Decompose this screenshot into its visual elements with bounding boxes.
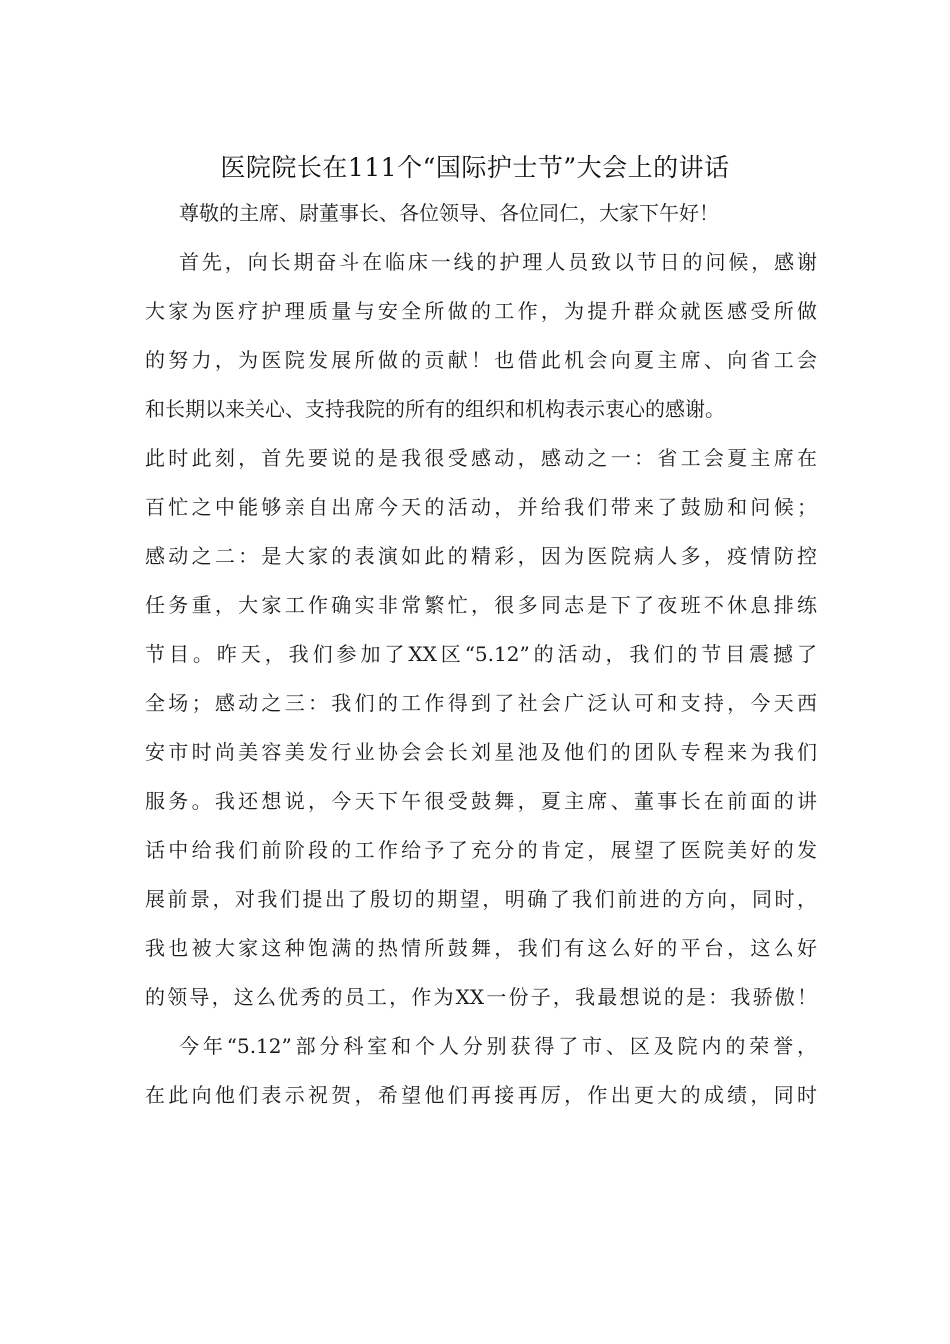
paragraph-line: 全场；感动之三：我们的工作得到了社会广泛认可和支持，今天西 [145,691,817,715]
paragraph-line: 任务重，大家工作确实非常繁忙，很多同志是下了夜班不休息排练 [145,593,817,617]
paragraph-line: 此时此刻，首先要说的是我很受感动，感动之一：省工会夏主席在 [145,446,817,470]
paragraph-line: 和长期以来关心、支持我院的所有的组织和机构表示衷心的感谢。 [145,397,725,421]
paragraph-line: 展前景，对我们提出了殷切的期望，明确了我们前进的方向，同时， [145,887,817,911]
paragraph-line: 在此向他们表示祝贺，希望他们再接再厉，作出更大的成绩，同时 [145,1083,817,1107]
paragraph-line: 的努力，为医院发展所做的贡献！也借此机会向夏主席、向省工会 [145,348,817,372]
paragraph-line: 的领导，这么优秀的员工，作为XX一份子，我最想说的是：我骄傲！ [145,985,817,1009]
paragraph-line: 话中给我们前阶段的工作给予了充分的肯定，展望了医院美好的发 [145,838,817,862]
paragraph-line: 安市时尚美容美发行业协会会长刘星池及他们的团队专程来为我们 [145,740,817,764]
paragraph-line: 我也被大家这种饱满的热情所鼓舞，我们有这么好的平台，这么好 [145,936,817,960]
document-body [145,189,817,1120]
document-title: 医院院长在111个“国际护士节”大会上的讲话 [220,153,730,182]
paragraph-line: 百忙之中能够亲自出席今天的活动，并给我们带来了鼓励和问候； [145,495,817,519]
paragraph-line: 首先，向长期奋斗在临床一线的护理人员致以节日的问候，感谢 [179,250,817,274]
paragraph-line: 尊敬的主席、尉董事长、各位领导、各位同仁，大家下午好！ [179,201,719,225]
paragraph-line: 感动之二：是大家的表演如此的精彩，因为医院病人多，疫情防控 [145,544,817,568]
paragraph-line: 节目。昨天，我们参加了XX区“5.12”的活动，我们的节目震撼了 [145,642,817,666]
paragraph-line: 大家为医疗护理质量与安全所做的工作，为提升群众就医感受所做 [145,299,817,323]
paragraph-line: 今年“5.12”部分科室和个人分别获得了市、区及院内的荣誉， [179,1034,817,1058]
paragraph-line: 服务。我还想说，今天下午很受鼓舞，夏主席、董事长在前面的讲 [145,789,817,813]
